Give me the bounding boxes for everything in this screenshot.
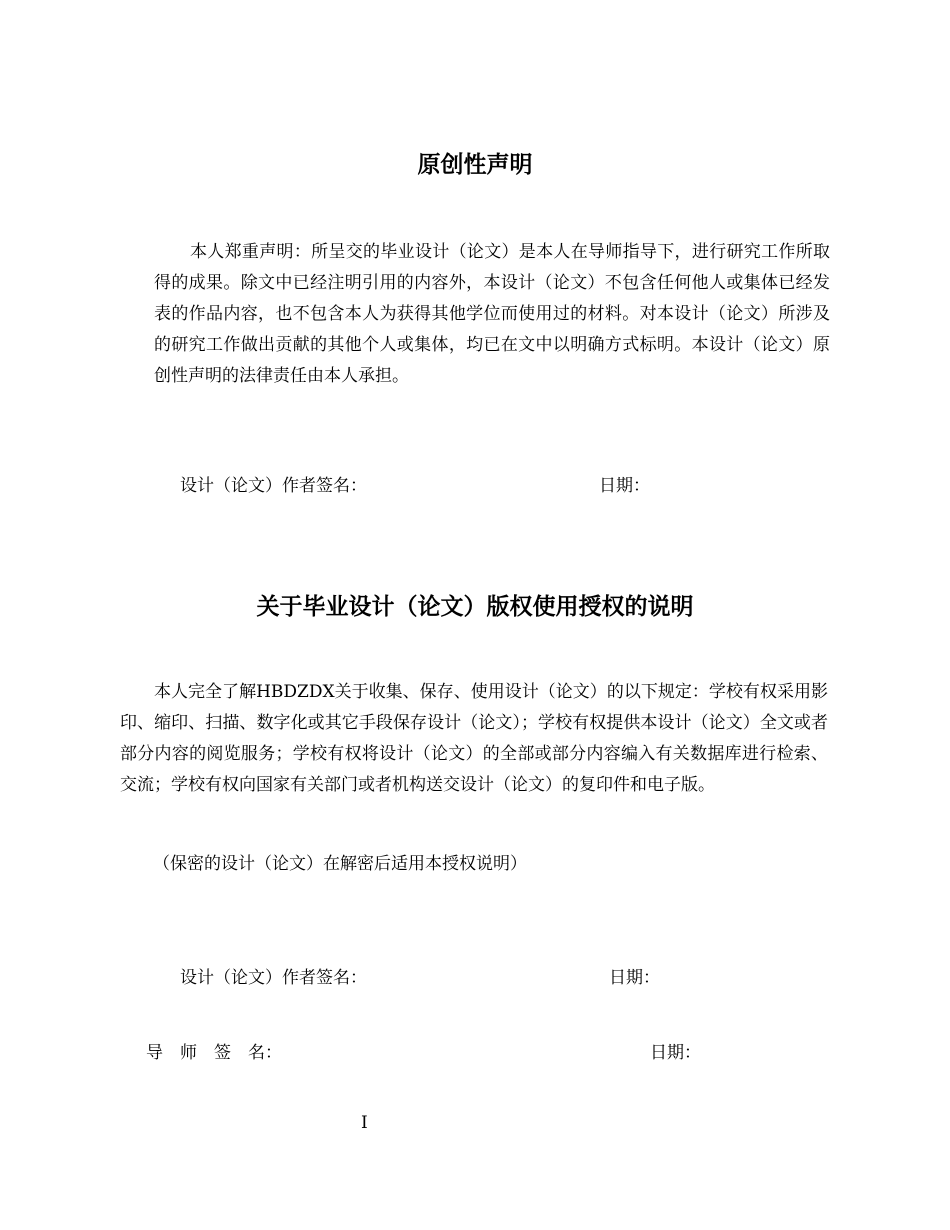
declaration-title: 原创性声明 [417,152,533,178]
copyright-note: （保密的设计（论文）在解密后适用本授权说明） [153,854,527,874]
copyright-author-date-label: 日期： [609,968,660,988]
declaration-date-label: 日期： [599,476,650,496]
declaration-body: 本人郑重声明：所呈交的毕业设计（论文）是本人在导师指导下，进行研究工作所取得的成果。除文中已经注明引用的内容外，本设计（论文）不包含任何他人或集体已经发表的作品内容，也不包含本人为获得其他学位而使用过的材料。对本设计（论文）所涉及的研究工作做出贡献的其他个人或集体，均已在文中以明确方式标明。本设计（论文）原创性声明的法律责任由本人承担。 [154,242,830,386]
advisor-signature-label: 导 师 签 名： [146,1043,282,1063]
copyright-author-signature-label: 设计（论文）作者签名： [180,968,367,988]
copyright-title: 关于毕业设计（论文）版权使用授权的说明 [256,594,694,620]
advisor-date-label: 日期： [650,1043,701,1063]
copyright-body: 本人完全了解HBDZDX关于收集、保存、使用设计（论文）的以下规定：学校有权采用影印、缩印、扫描、数字化或其它手段保存设计（论文）；学校有权提供本设计（论文）全文或者部分内容的阅览服务；学校有权将设计（论文）的全部或部分内容编入有关数据库进行检索、交流；学校有权向国家有关部门或者机构送交设计（论文）的复印件和电子版。 [120,682,828,795]
page-number: I [361,1113,368,1133]
declaration-author-signature-label: 设计（论文）作者签名： [180,476,367,496]
